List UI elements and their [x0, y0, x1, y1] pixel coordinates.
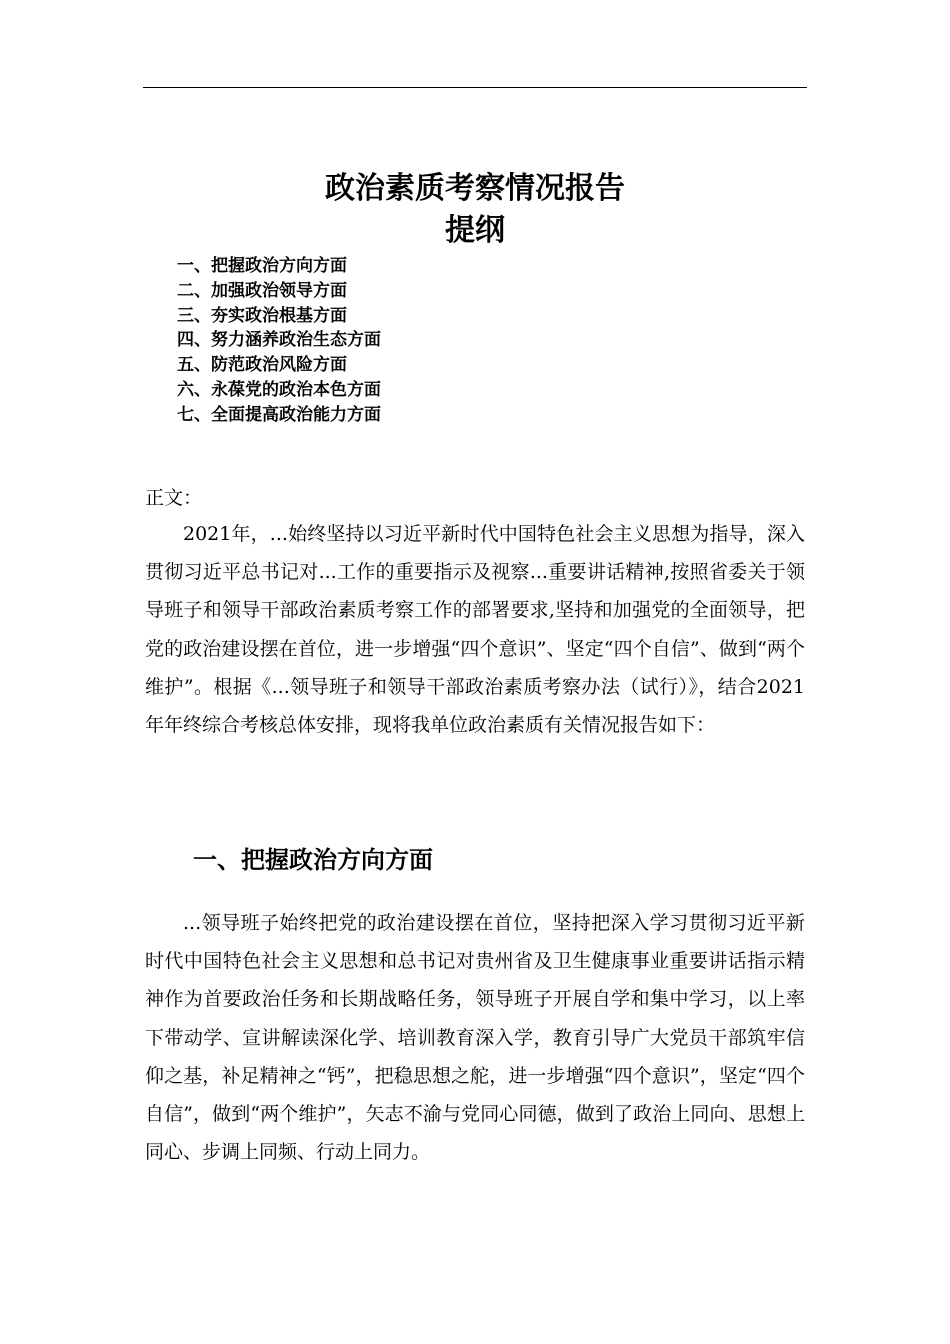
- outline-list: [177, 254, 381, 428]
- outline-item: 一、把握政治方向方面: [177, 256, 347, 276]
- header-rule: [143, 87, 807, 88]
- intro-paragraph: 2021年，...始终坚持以习近平新时代中国特色社会主义思想为指导，深入贯彻习近平总书记对...工作的重要指示及视察...重要讲话精神,按照省委关于领导班子和领导干部政治素质考察工作的部署要求,坚持和加强党的全面领导，把党的政治建设摆在首位，进一步增强“四个意识”、坚定“四个自信”、做到“两个维护”。根据《...领导班子和领导干部政治素质考察办法（试行）》，结合2021年年终综合考核总体安排，现将我单位政治素质有关情况报告如下：: [145, 523, 805, 737]
- body-label: 正文：: [145, 487, 203, 509]
- section-heading: 一、把握政治方向方面: [193, 846, 433, 874]
- document-subtitle: 提纲: [445, 213, 505, 248]
- outline-item: 四、努力涵养政治生态方面: [177, 330, 381, 351]
- outline-item: 五、防范政治风险方面: [177, 355, 347, 376]
- section-paragraph: ...领导班子始终把党的政治建设摆在首位，坚持把深入学习贯彻习近平新时代中国特色社会主义思想和总书记对贵州省及卫生健康事业重要讲话指示精神作为首要政治任务和长期战略任务，领导班子开展自学和集中学习，以上率下带动学、宣讲解读深化学、培训教育深入学，教育引导广大党员干部筑牢信仰之基，补足精神之“钙”，把稳思想之舵，进一步增强“四个意识”，坚定“四个自信”，做到“两个维护”，矢志不渝与党同心同德，做到了政治上同向、思想上同心、步调上同频、行动上同力。: [145, 912, 805, 1164]
- document-title: 政治素质考察情况报告: [325, 171, 625, 206]
- outline-item: 二、加强政治领导方面: [177, 280, 347, 301]
- outline-item: 七、全面提高政治能力方面: [177, 404, 381, 425]
- outline-item: 三、夯实政治根基方面: [177, 305, 347, 326]
- outline-item: 六、永葆党的政治本色方面: [177, 379, 381, 400]
